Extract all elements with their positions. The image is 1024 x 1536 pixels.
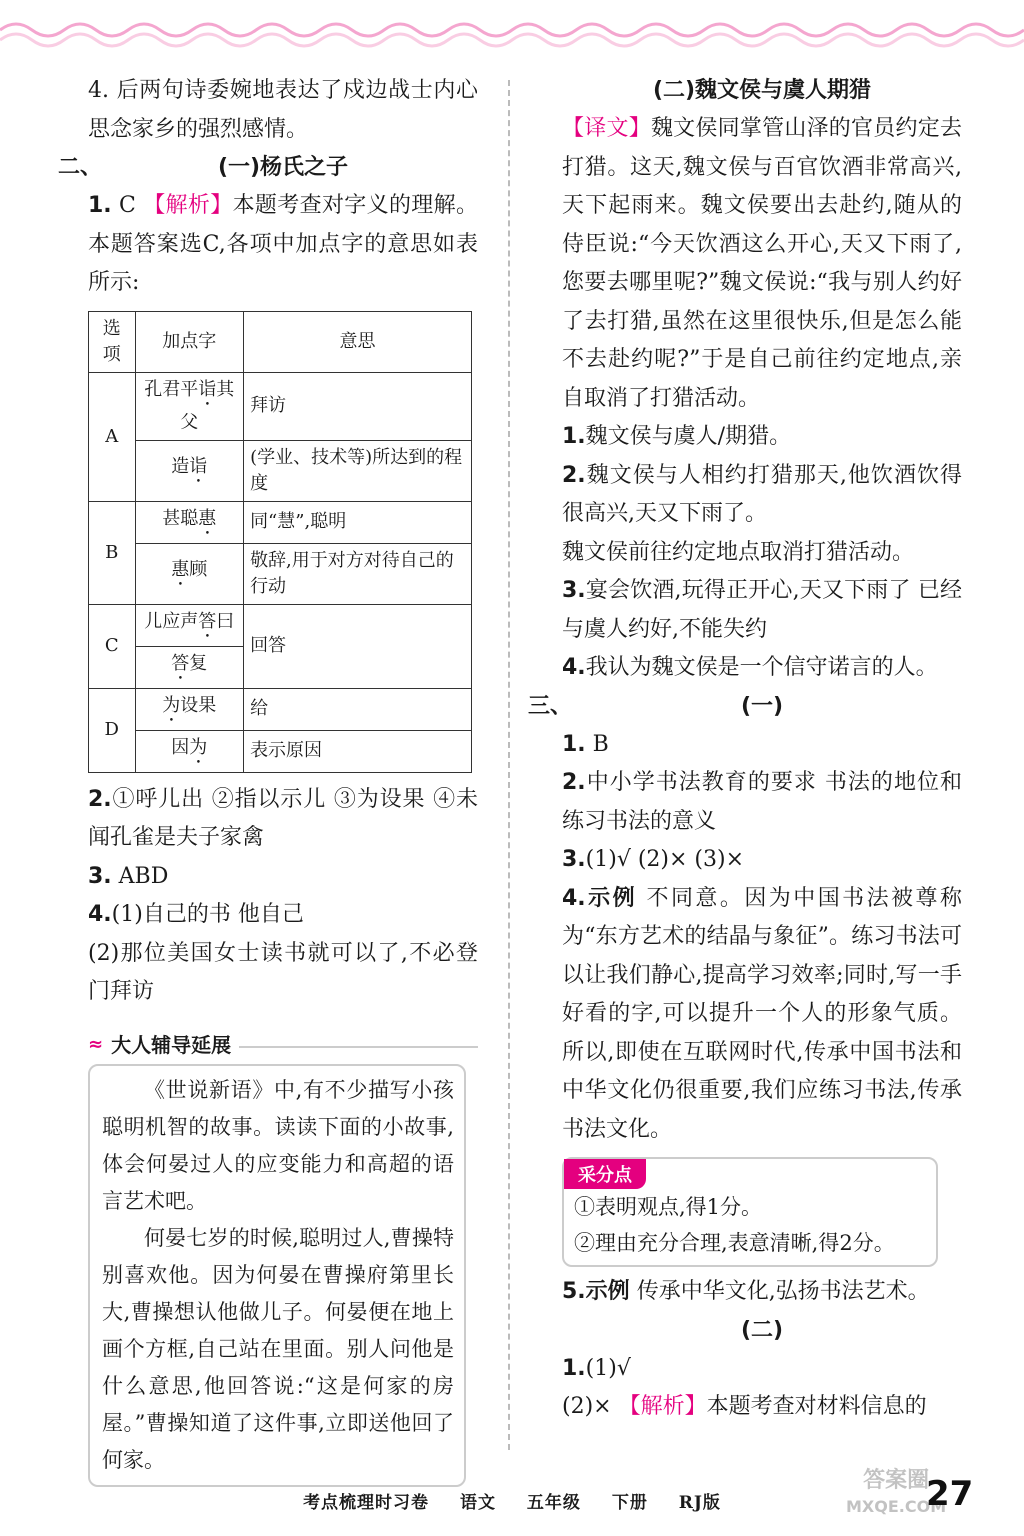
section-2-title: (一)杨氏之子 — [217, 155, 349, 180]
answer-4: 4.我认为魏文侯是一个信守诺言的人。 — [562, 655, 938, 680]
answer-4-prev: 4. 后两句诗委婉地表达了戍边战士内心思念家乡的强烈感情。 — [88, 78, 478, 142]
answer-1: 1. B — [562, 731, 609, 757]
table-row — [89, 543, 472, 604]
answer-1: 1. C 【解析】本题考查对字义的理解。本题答案选C,各项中加点字的意思如表所示: — [88, 193, 478, 295]
subsection-3b-title: (二) — [740, 1317, 784, 1343]
parent-guidance-box — [88, 1064, 466, 1487]
column-divider — [508, 80, 510, 1450]
table-option-a: A — [89, 372, 136, 501]
footer-grade: 五年级 — [526, 1493, 581, 1513]
table-word: 惠顾 — [135, 543, 244, 604]
table-word: 儿应声答曰 — [135, 604, 244, 646]
table-row — [89, 372, 472, 440]
wave-icon: ≈ — [88, 1033, 104, 1055]
table-word: 为设果 — [135, 688, 244, 730]
footer-edition: RJ版 — [678, 1493, 721, 1513]
section-3-number: 三、 — [528, 693, 573, 719]
answer-2: 2.魏文侯与人相约打猎那天,他饮酒饮得很高兴,天又下雨了。 — [562, 462, 962, 526]
section-2-heading — [58, 149, 478, 187]
table-word: 答复 — [135, 646, 244, 688]
table-word: 因为 — [135, 730, 244, 772]
table-row — [89, 604, 472, 646]
answer-2: (2)× 【解析】本题考查对材料信息的 — [562, 1394, 927, 1419]
answer-2: 2.①呼儿出 ②指以示儿 ③为设果 ④未闻孔雀是夫子家禽 — [88, 786, 478, 850]
parent-guidance-section — [88, 1030, 478, 1487]
table-row — [89, 688, 472, 730]
table-meaning: 拜访 — [244, 372, 472, 440]
scoring-points-title: 采分点 — [564, 1159, 646, 1189]
answer-1: 1.魏文侯与虞人/期猎。 — [562, 424, 792, 449]
translation-tag: 【译文】 — [562, 116, 651, 141]
subsection-2-title: (二)魏文侯与虞人期猎 — [652, 78, 872, 103]
section-3-heading — [528, 688, 962, 726]
table-meaning: 敬辞,用于对方对待自己的行动 — [244, 543, 472, 604]
table-meaning: 给 — [244, 688, 472, 730]
subsection-3b-heading — [562, 1312, 962, 1350]
table-header-row — [89, 311, 472, 372]
answer-4-part2: (2)那位美国女士读书就可以了,不必登门拜访 — [88, 940, 478, 1004]
scoring-point-2: ②理由充分合理,表意清晰,得2分。 — [574, 1231, 895, 1255]
table-meaning: 回答 — [244, 604, 472, 688]
footer-subject: 语文 — [459, 1493, 496, 1513]
heading-rule — [239, 1046, 478, 1048]
left-column — [58, 72, 478, 1487]
footer-volume: 下册 — [611, 1493, 648, 1513]
table-option-d: D — [89, 688, 136, 772]
table-row — [89, 440, 472, 501]
table-header-word: 加点字 — [135, 311, 244, 372]
analysis-tag: 【解析】 — [618, 1394, 707, 1419]
parent-guidance-heading — [88, 1030, 478, 1060]
footer-book: 考点梳理时习卷 — [303, 1493, 430, 1513]
table-word: 孔君平诣其父 — [135, 372, 244, 440]
answer-3: 3.宴会饮酒,玩得正开心,天又下雨了 已经与虞人约好,不能失约 — [562, 578, 962, 642]
page-number: 27 — [926, 1474, 974, 1514]
watermark: 答案圈 MXQE.COM — [846, 1468, 947, 1516]
table-meaning: 表示原因 — [244, 730, 472, 772]
table-word: 造诣 — [135, 440, 244, 501]
scoring-points-box — [562, 1157, 938, 1267]
right-column — [528, 72, 962, 1427]
top-wave-decoration — [0, 0, 1024, 60]
scoring-point-1: ①表明观点,得1分。 — [574, 1195, 763, 1219]
answer-4: 4.(1)自己的书 他自己 — [88, 902, 304, 927]
answer-2-part2: 魏文侯前往约定地点取消打猎活动。 — [562, 539, 915, 565]
table-option-b: B — [89, 501, 136, 604]
table-meaning: (学业、技术等)所达到的程度 — [244, 440, 472, 501]
translation: 【译文】魏文侯同掌管山泽的官员约定去打猎。这天,魏文侯与百官饮酒非常高兴,天下起雨来。魏文侯要出去赴约,随从的侍臣说:“今天饮酒这么开心,天又下雨了,您要去哪里呢?”魏文侯说:“我与别人约好了去打猎,虽然在这里很快乐,但是怎么能不去赴约呢?”于是自己前往约定地点,亲自取消了打猎活动。 — [562, 116, 962, 411]
table-row — [89, 730, 472, 772]
parent-guidance-title: 大人辅导延展 — [111, 1032, 232, 1057]
answer-4: 4.示例 不同意。因为中国书法被尊称为“东方艺术的结晶与象征”。练习书法可以让我们静心,提高学习效率;同时,写一手好看的字,可以提升一个人的形象气质。所以,即使在互联网时代,传承中国书法和中华文化仍很重要,我们应练习书法,传承书法文化。 — [562, 885, 962, 1142]
table-header-meaning: 意思 — [244, 311, 472, 372]
table-option-c: C — [89, 604, 136, 688]
answer-1: 1.(1)√ — [562, 1355, 631, 1381]
table-row — [89, 501, 472, 543]
parent-guidance-intro: 《世说新语》中,有不少描写小孩聪明机智的故事。读读下面的小故事,体会何晏过人的应变能力和高超的语言艺术吧。 — [102, 1077, 454, 1213]
answer-3: 3. ABD — [88, 863, 169, 889]
meaning-table — [88, 311, 472, 773]
table-meaning: 同“慧”,聪明 — [244, 501, 472, 543]
section-3-title: (一) — [740, 693, 784, 719]
analysis-tag: 【解析】 — [143, 193, 233, 218]
table-header-option: 选项 — [89, 311, 136, 372]
answer-5: 5.示例 传承中华文化,弘扬书法艺术。 — [562, 1279, 930, 1304]
parent-guidance-story: 何晏七岁的时候,聪明过人,曹操特别喜欢他。因为何晏在曹操府第里长大,曹操想认他做儿子。何晏便在地上画个方框,自己站在里面。别人问他是什么意思,他回答说:“这是何家的房屋。”曹操知道了这件事,立即送他回了何家。 — [102, 1225, 454, 1472]
answer-3: 3.(1)√ (2)× (3)× — [562, 847, 745, 872]
table-word: 甚聪惠 — [135, 501, 244, 543]
answer-2: 2.中小学书法教育的要求 书法的地位和练习书法的意义 — [562, 770, 962, 834]
section-2-number: 二、 — [58, 155, 103, 180]
subsection-2-heading — [562, 72, 962, 110]
